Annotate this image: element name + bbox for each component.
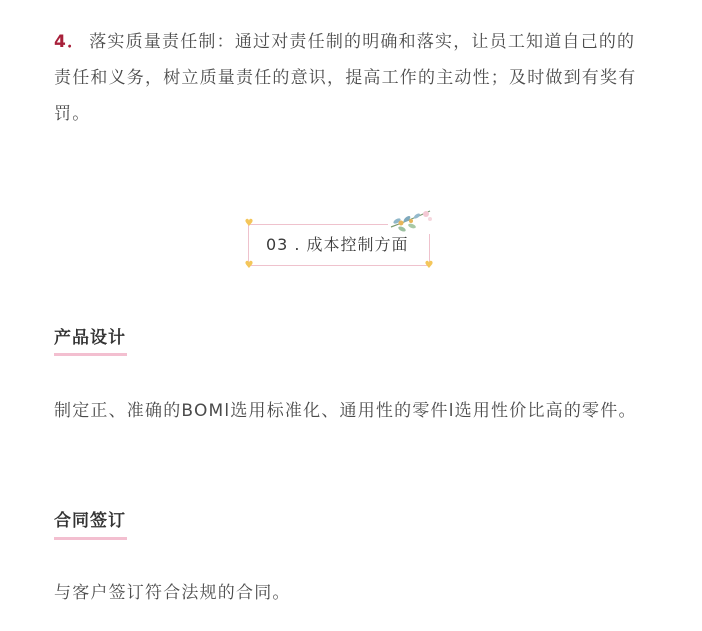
heart-icon: ♥ xyxy=(244,260,254,271)
section-title-box xyxy=(244,218,434,271)
section-number: 03 xyxy=(266,235,289,254)
heading-underline xyxy=(54,537,127,540)
product-design-heading: 产品设计 xyxy=(54,328,126,348)
heart-icon: ♥ xyxy=(244,218,254,229)
item-4-text: 落实质量责任制：通过对责任制的明确和落实，让员工知道自己的的责任和义务，树立质量责任的意识，提高工作的主动性；及时做到有奖有罚。 xyxy=(54,32,637,124)
item-4-number: 4． xyxy=(54,32,86,52)
contract-text: 与客户签订符合法规的合同。 xyxy=(54,583,291,603)
heart-icon: ♥ xyxy=(424,260,434,271)
section-title: 成本控制方面 xyxy=(306,235,409,254)
section-label xyxy=(266,225,408,265)
section-separator: . xyxy=(294,235,301,254)
heading-underline xyxy=(54,353,127,356)
product-design-text: 制定正、准确的BOMl选用标准化、通用性的零件l选用性价比高的零件。 xyxy=(54,401,637,421)
item-4-paragraph xyxy=(54,24,644,132)
contract-heading: 合同签订 xyxy=(54,511,126,531)
